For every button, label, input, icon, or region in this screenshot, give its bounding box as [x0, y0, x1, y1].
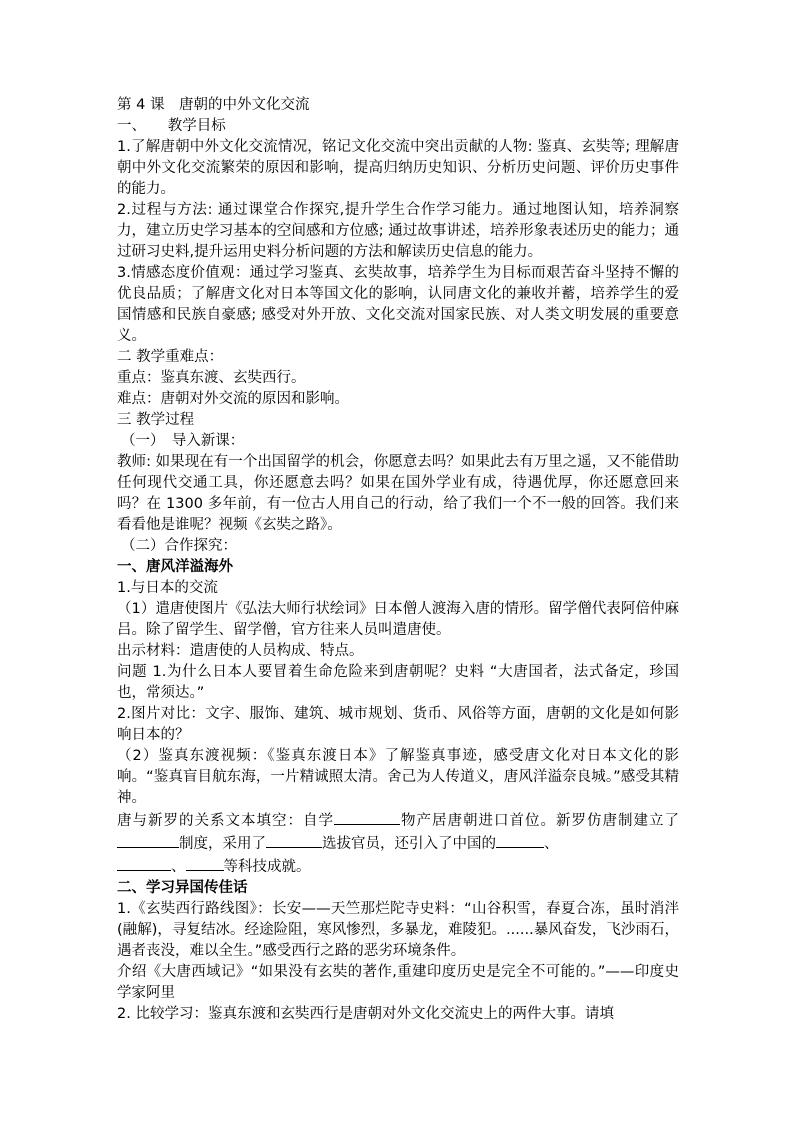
- silla-text-4: 选拔官员，还引入了中国的: [322, 836, 496, 852]
- silla-text-2: 物产居唐朝进口首位。新罗仿唐制建立了: [400, 813, 679, 829]
- image-comparison: 2.图片对比：文字、服饰、建筑、城市规划、货币、风俗等方面，唐朝的文化是如何影响日本的？: [117, 706, 679, 743]
- part1-heading: 一、唐风洋溢海外: [117, 559, 233, 575]
- blank-3[interactable]: [266, 832, 322, 848]
- intro-paragraph: 教师: 如果现在有一个出国留学的机会，你愿意去吗？如果此去有万里之遥，又不能借助任何现代交通工具，你还愿意去吗？如果在国外学业有成，待遇优厚，你还愿意回来吗？在 1300 多年前，有一位古人用自己的行动，给了我们一个不一般的回答。我们来看看他是谁呢？视频《玄奘之路》。: [117, 454, 679, 533]
- envoys-material: 出示材料：遣唐使的人员构成、特点。: [117, 643, 364, 659]
- lesson-title: 第 4 课 唐朝的中外文化交流: [117, 97, 310, 113]
- japan-subheading: 1.与日本的交流: [117, 580, 218, 596]
- goal-process: 2.过程与方法: 通过课堂合作探究,提升学生合作学习能力。通过地图认知，培养洞察力，建立历史学习基本的空间感和方位感; 通过故事讲述，培养形象表述历史的能力；通过研习史料,提升运用史料分析问题的方法和解读历史信息的能力。: [117, 202, 679, 260]
- silla-text-5: 、: [544, 836, 559, 852]
- key-point: 重点：鉴真东渡、玄奘西行。: [117, 370, 306, 386]
- jianzhen-paragraph: （2）鉴真东渡视频：《鉴真东渡日本》了解鉴真事迹，感受唐文化对日本文化的影响。“鉴真盲目航东海，一片精诚照太清。舍己为人传道义，唐风洋溢奈良城。”感受其精神。: [117, 748, 679, 806]
- section-heading-goals: 一、 教学目标: [117, 118, 226, 134]
- document-page: [117, 95, 679, 1025]
- silla-text-7: 等科技成就。: [223, 859, 311, 875]
- xuanzang-route-paragraph: 1.《玄奘西行路线图》：长安——天竺那烂陀寺史料：“山谷积雪，春夏合冻，虽时消泮(融解)，寻复结冰。经途险阻，寒风惨烈，多暴龙，难陵犯。......暴风奋发，飞沙雨石，遇者丧没，难以全生。”感受西行之路的恶劣环境条件。: [117, 901, 679, 959]
- blank-1[interactable]: [334, 809, 400, 825]
- japan-envoys-paragraph: （1）遣唐使图片《弘法大师行状绘词》日本僧人渡海入唐的情形。留学僧代表阿倍仲麻吕。除了留学生、留学僧，官方往来人员叫遣唐使。: [117, 601, 679, 638]
- step-explore-heading: （二）合作探究：: [121, 538, 237, 554]
- datang-xiyuji-paragraph: 介绍《大唐西域记》“如果没有玄奘的著作,重建印度历史是完全不可能的。”——印度史学家阿里: [117, 964, 679, 1001]
- step-intro-heading: （一） 导入新课：: [121, 433, 245, 449]
- silla-fill-in: [117, 809, 679, 878]
- blank-4[interactable]: [496, 832, 544, 848]
- comparison-paragraph: 2. 比较学习：鉴真东渡和玄奘西行是唐朝对外文化交流史上的两件大事。请填: [117, 1006, 614, 1022]
- goal-emotion: 3.情感态度价值观：通过学习鉴真、玄奘故事，培养学生为目标而艰苦奋斗坚持不懈的优良品质；了解唐文化对日本等国文化的影响，认同唐文化的兼收并蓄，培养学生的爱国情感和民族自豪感; 感受对外开放、文化交流对国家民族、对人类文明发展的重要意义。: [117, 265, 679, 344]
- section-heading-process: 三 教学过程: [117, 412, 195, 428]
- goal-knowledge: 1.了解唐朝中外文化交流情况，铭记文化交流中突出贡献的人物: 鉴真、玄奘等; 理解唐朝中外文化交流繁荣的原因和影响，提高归纳历史知识、分析历史问题、评价历史事件的能力。: [117, 139, 679, 197]
- silla-text-1: 唐与新罗的关系文本填空：自学: [117, 813, 334, 829]
- section-heading-key-points: 二 教学重难点：: [117, 349, 224, 365]
- difficult-point: 难点：唐朝对外交流的原因和影响。: [117, 391, 349, 407]
- silla-text-3: 制度，采用了: [179, 836, 266, 852]
- silla-text-6: 、: [171, 859, 186, 875]
- blank-5[interactable]: [117, 855, 171, 871]
- blank-2[interactable]: [117, 832, 179, 848]
- part2-heading: 二、学习异国传佳话: [117, 880, 248, 896]
- blank-6[interactable]: [186, 855, 224, 871]
- question-1: 问题 1.为什么日本人要冒着生命危险来到唐朝呢？史料 “大唐国者，法式备定，珍国也，常须达。”: [117, 664, 679, 701]
